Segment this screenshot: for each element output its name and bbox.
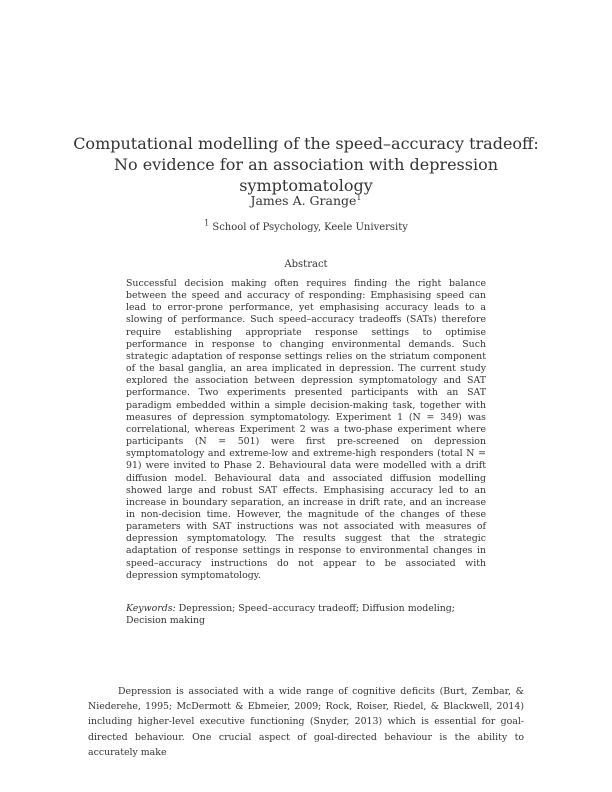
keywords-label: Keywords: xyxy=(126,603,176,614)
author-name: James A. Grange xyxy=(250,193,357,208)
abstract-heading: Abstract xyxy=(284,259,328,270)
paper-title: Computational modelling of the speed–accuracy tradeoff: No evidence for an association with depression symptomatology xyxy=(73,134,539,195)
affiliation-line xyxy=(0,218,612,233)
affiliation-text: School of Psychology, Keele University xyxy=(212,222,408,233)
author-affiliation-marker: 1 xyxy=(356,192,362,202)
keywords-line xyxy=(126,603,486,627)
body-intro-paragraph: Depression is associated with a wide range of cognitive deficits (Burt, Zembar, & Niederehe, 1995; McDermott & Ebmeier, 2009; Rock, Roiser, Riedel, & Blackwell, 2014) including higher-level executive functioning (Snyder, 2013) which is essential for goal-directed behaviour. One crucial aspect of goal-directed behaviour is the ability to accurately make xyxy=(88,686,524,758)
author-line xyxy=(0,193,612,208)
keywords-text: Depression; Speed–accuracy tradeoff; Diffusion modeling; Decision making xyxy=(126,603,455,627)
affiliation-marker: 1 xyxy=(204,218,210,228)
abstract-text: Successful decision making often requires finding the right balance between the speed and accuracy of responding: Emphasising speed can lead to error-prone performance, yet emphasising accuracy leads to a slowing of performance. Such speed–accuracy tradeoffs (SATs) therefore require establishing appropriate response settings to optimise performance in response to changing environmental demands. Such strategic adaptation of response settings relies on the striatum component of the basal ganglia, an area implicated in depression. The current study explored the association between depression symptomatology and SAT performance. Two experiments presented participants with an SAT paradigm embedded within a simple decision-making task, together with measures of depression symptomatology. Experiment 1 (N = 349) was correlational, whereas Experiment 2 was a two-phase experiment where participants (N = 501) were first pre-screened on depression symptomatology and extreme-low and extreme-high responders (total N = 91) were invited to Phase 2. Behavioural data were modelled with a drift diffusion model. Behavioural data and associated diffusion modelling showed large and robust SAT effects. Emphasising accuracy led to an increase in boundary separation, an increase in drift rate, and an increase in non-decision time. However, the magnitude of the changes of these parameters with SAT instructions was not associated with measures of depression symptomatology. The results suggest that the strategic adaptation of response settings in response to environmental changes in speed–accuracy instructions do not appear to be associated with depression symptomatology. xyxy=(126,278,486,581)
